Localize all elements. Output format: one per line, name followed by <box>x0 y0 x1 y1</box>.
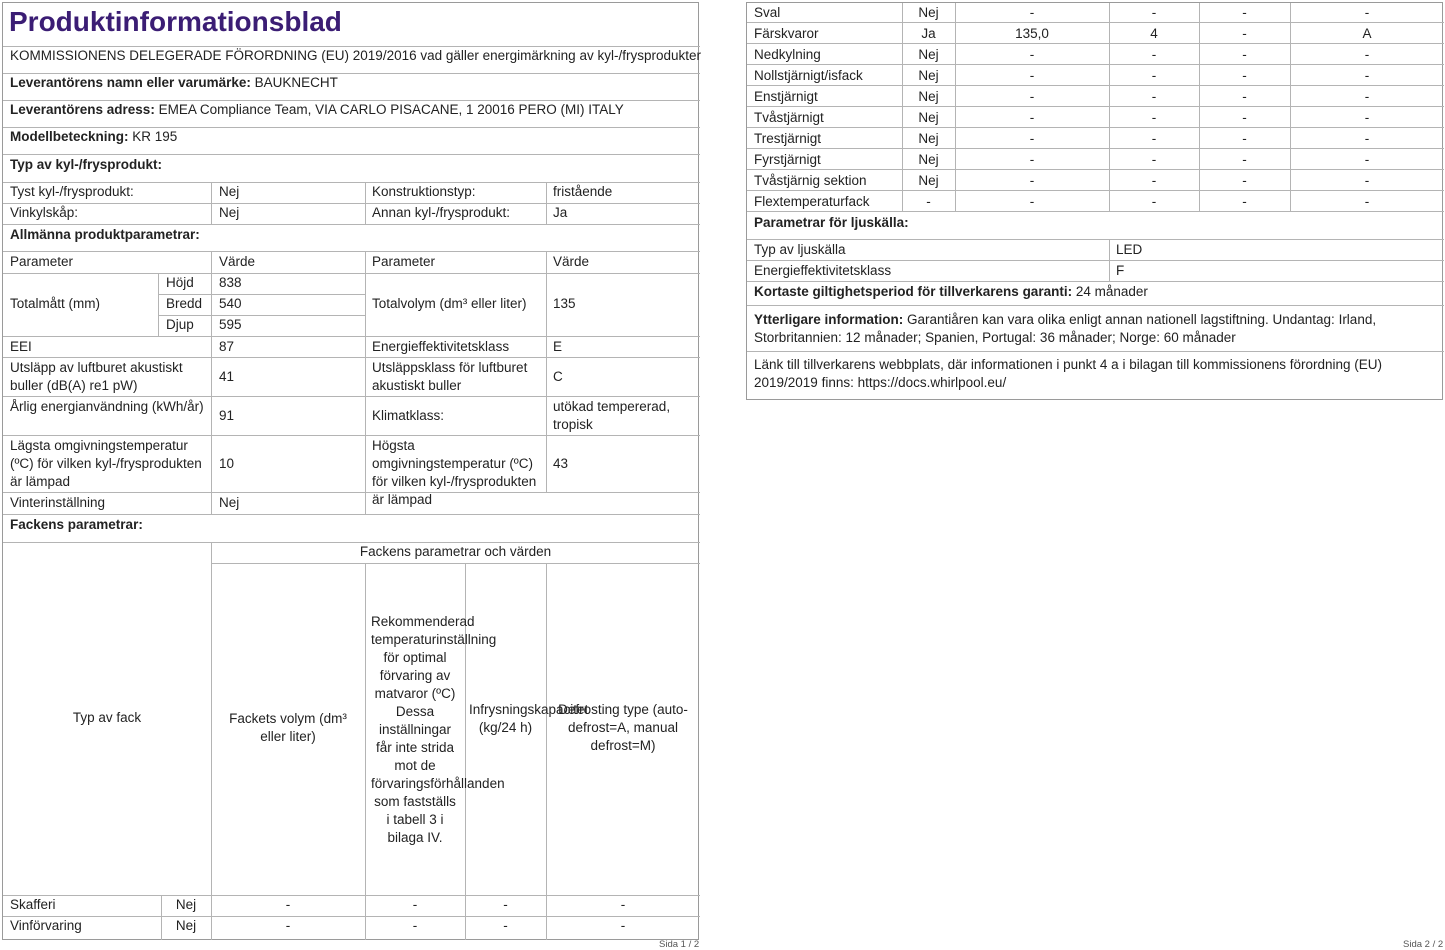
compartment-freezing: - <box>503 897 508 912</box>
compartment-defrost: - <box>1364 5 1370 20</box>
compartment-defrost: - <box>1364 131 1370 146</box>
compartment-volume: - <box>1029 131 1035 146</box>
compartment-volume: - <box>1029 173 1035 188</box>
noise-class-label: Utsläppsklass för luftburet akustiskt buller <box>372 360 528 393</box>
compartment-temp: 4 <box>1150 26 1158 41</box>
compartment-temp-header <box>365 564 505 895</box>
noise-value: 41 <box>219 369 235 384</box>
type-value: Nej <box>219 184 240 199</box>
compartment-defrost: - <box>1364 89 1370 104</box>
compartment-temp: - <box>1151 68 1157 83</box>
col-header-parameter: Parameter <box>372 254 436 269</box>
info-label: Ytterligare information: <box>754 312 904 327</box>
compartment-name: Nollstjärnigt/isfack <box>754 68 863 83</box>
model-label: Modellbeteckning: <box>10 129 129 144</box>
compartment-temp: - <box>1151 173 1157 188</box>
compartment-name: Fyrstjärnigt <box>754 152 821 167</box>
compartment-freezing: - <box>1242 110 1247 125</box>
noise-label: Utsläpp av luftburet akustiskt buller (dB(A) re1 pW) <box>10 360 183 393</box>
eei-label: EEI <box>10 339 32 354</box>
compartment-freezing: - <box>1242 131 1247 146</box>
compartment-volume: - <box>285 897 291 912</box>
volume-label: Totalvolym (dm³ eller liter) <box>372 296 527 311</box>
compartment-temp: - <box>1151 131 1157 146</box>
compartment-name: Sval <box>754 5 781 20</box>
col-header-value: Värde <box>219 254 256 269</box>
type-label: Vinkylskåp: <box>10 205 79 220</box>
compartment-name: Trestjärnigt <box>754 131 822 146</box>
compartment-freezing: - <box>1242 68 1247 83</box>
climate-class-value: utökad tempererad, tropisk <box>553 399 671 432</box>
type-label: Tyst kyl-/frysprodukt: <box>10 184 134 199</box>
type-label: Annan kyl-/frysprodukt: <box>372 205 511 220</box>
temp-header-note: Dessa inställningar får inte strida mot de förvaringsförhållanden som fastställs i tabell 3 i bilaga IV. <box>371 703 505 845</box>
compartment-volume: - <box>1029 110 1035 125</box>
climate-class-label: Klimatklass: <box>372 408 445 423</box>
compartment-volume: - <box>1029 194 1035 209</box>
col-header-parameter: Parameter <box>10 254 74 269</box>
energy-class-value: E <box>553 339 563 354</box>
compartment-name: Enstjärnigt <box>754 89 818 104</box>
compartment-freezing: - <box>1242 26 1247 41</box>
compartment-name: Färskvaror <box>754 26 819 41</box>
type-label: Konstruktionstyp: <box>372 184 476 199</box>
manufacturer-link[interactable]: https://docs.whirlpool.eu/ <box>857 375 1007 390</box>
compartment-defrost: - <box>1364 47 1370 62</box>
warranty-row <box>754 283 1148 301</box>
compartment-defrost: - <box>1364 152 1370 167</box>
light-heading: Parametrar för ljuskälla: <box>754 215 909 230</box>
energy-class-label: Energieffektivitetsklass <box>372 339 510 354</box>
light-type-label: Typ av ljuskälla <box>754 242 846 257</box>
compartment-present: Nej <box>918 110 939 125</box>
energy-consumption-label: Årlig energianvändning (kWh/år) <box>10 399 204 414</box>
compartment-defrost: A <box>1362 26 1372 41</box>
dimensions-label: Totalmått (mm) <box>10 296 101 311</box>
address-value: EMEA Compliance Team, VIA CARLO PISACANE, 1 20016 PERO (MI) ITALY <box>158 102 624 117</box>
height-value: 838 <box>219 275 242 290</box>
col-header-value: Värde <box>553 254 590 269</box>
compartment-present: - <box>926 194 931 209</box>
compartment-group-header: Fackens parametrar och värden <box>359 544 552 559</box>
compartment-type-header: Typ av fack <box>72 710 142 725</box>
model-value: KR 195 <box>132 129 178 144</box>
info-value: Garantiåren kan vara olika enligt annan nationell lagstiftning. Undantag: Irland, Storbritannien: 12 månader; Spanien, Portugal: 36 månader; Norge: 60 månader <box>754 312 1377 345</box>
winter-label: Vinterinställning <box>10 495 106 510</box>
sheet-page-1 <box>2 2 699 940</box>
eei-value: 87 <box>219 339 235 354</box>
compartment-defrost: - <box>1364 110 1370 125</box>
compartment-temp: - <box>412 897 418 912</box>
compartments-heading: Fackens parametrar: <box>10 517 143 532</box>
page-number-2: Sida 2 / 2 <box>1403 939 1444 950</box>
compartment-temp: - <box>1151 89 1157 104</box>
compartment-temp: - <box>1151 5 1157 20</box>
light-type-value: LED <box>1116 242 1143 257</box>
compartment-temp: - <box>1151 194 1157 209</box>
compartment-present: Nej <box>918 47 939 62</box>
compartment-present: Ja <box>921 26 936 41</box>
compartment-present: Nej <box>175 897 197 912</box>
warranty-value: 24 månader <box>1075 284 1148 299</box>
type-value: fristående <box>553 184 613 199</box>
page-title: Produktinformationsblad <box>9 6 342 37</box>
energy-consumption-value: 91 <box>219 408 235 423</box>
compartment-present: Nej <box>918 68 939 83</box>
compartment-volume: - <box>1029 152 1035 167</box>
type-value: Nej <box>219 205 240 220</box>
compartment-defrost: - <box>1364 173 1370 188</box>
compartment-temp: - <box>1151 47 1157 62</box>
compartment-defrost: - <box>620 918 626 933</box>
min-temp-value: 10 <box>219 456 235 471</box>
compartment-volume: - <box>1029 47 1035 62</box>
max-temp-value: 43 <box>553 456 569 471</box>
compartment-defrost: - <box>1364 194 1370 209</box>
address-row <box>10 101 624 119</box>
link-text: Länk till tillverkarens webbplats, där informationen i punkt 4 a i bilagan till kommissionens förordning (EU) 2019/2019 finns: <box>754 357 1383 390</box>
supplier-label: Leverantörens namn eller varumärke: <box>10 75 251 90</box>
warranty-label: Kortaste giltighetsperiod för tillverkarens garanti: <box>754 284 1073 299</box>
type-value: Ja <box>553 205 568 220</box>
min-temp-label: Lägsta omgivningstemperatur (ºC) för vilken kyl-/frysprodukten är lämpad <box>10 438 202 489</box>
compartment-name: Skafferi <box>10 897 56 912</box>
compartment-name: Nedkylning <box>754 47 821 62</box>
compartment-present: Nej <box>918 152 939 167</box>
winter-value: Nej <box>219 495 240 510</box>
max-temp-label: Högsta omgivningstemperatur (ºC) för vilken kyl-/frysprodukten är lämpad <box>372 438 537 507</box>
temp-header-text: Rekommenderad temperaturinställning för optimal förvaring av matvaror (ºC) <box>371 613 497 701</box>
compartment-freezing: - <box>1242 194 1247 209</box>
regulation-text: KOMMISSIONENS DELEGERADE FÖRORDNING (EU) 2019/2016 vad gäller energimärkning av kyl-/frysprodukter <box>10 48 701 63</box>
compartment-name: Flextemperaturfack <box>754 194 870 209</box>
compartment-present: Nej <box>918 89 939 104</box>
compartment-defrost: - <box>1364 68 1370 83</box>
general-heading: Allmänna produktparametrar: <box>10 227 200 242</box>
width-value: 540 <box>219 296 242 311</box>
compartment-present: Nej <box>918 5 939 20</box>
compartment-volume-header: Fackets volym (dm³ eller liter) <box>229 711 347 744</box>
compartment-freezing: - <box>1242 89 1247 104</box>
compartment-defrost-header: Defrosting type (auto-defrost=A, manual defrost=M) <box>558 702 688 753</box>
height-label: Höjd <box>166 275 194 290</box>
compartment-volume: - <box>1029 5 1035 20</box>
light-class-label: Energieffektivitetsklass <box>754 263 892 278</box>
noise-class-value: C <box>553 369 563 384</box>
compartment-temp: - <box>412 918 418 933</box>
depth-label: Djup <box>166 317 194 332</box>
page-number-1: Sida 1 / 2 <box>659 939 700 950</box>
supplier-value: BAUKNECHT <box>254 75 338 90</box>
compartment-name: Tvåstjärnigt <box>754 110 824 125</box>
compartment-present: Nej <box>175 918 197 933</box>
compartment-freezing: - <box>1242 152 1247 167</box>
compartment-name: Vinförvaring <box>10 918 82 933</box>
light-class-value: F <box>1116 263 1125 278</box>
compartment-freezing: - <box>503 918 508 933</box>
sheet-page-2 <box>746 2 1443 400</box>
compartment-temp: - <box>1151 152 1157 167</box>
compartment-present: Nej <box>918 131 939 146</box>
compartment-freezing: - <box>1242 5 1247 20</box>
depth-value: 595 <box>219 317 242 332</box>
compartment-volume: - <box>1029 89 1035 104</box>
volume-value: 135 <box>553 296 576 311</box>
compartment-volume: - <box>285 918 291 933</box>
additional-info <box>754 311 1440 347</box>
compartment-freezing: - <box>1242 173 1247 188</box>
compartment-name: Tvåstjärnig sektion <box>754 173 867 188</box>
model-row <box>10 128 177 146</box>
compartment-temp: - <box>1151 110 1157 125</box>
manufacturer-link-row <box>754 356 1440 392</box>
compartment-volume: - <box>1029 68 1035 83</box>
compartment-freezing-header: Infrysningskapacitet (kg/24 h) <box>469 702 589 735</box>
width-label: Bredd <box>166 296 203 311</box>
type-heading: Typ av kyl-/frysprodukt: <box>10 157 163 172</box>
supplier-row <box>10 74 338 92</box>
compartment-present: Nej <box>918 173 939 188</box>
compartment-volume: 135,0 <box>1015 26 1049 41</box>
compartment-freezing: - <box>1242 47 1247 62</box>
compartment-defrost: - <box>620 897 626 912</box>
address-label: Leverantörens adress: <box>10 102 155 117</box>
